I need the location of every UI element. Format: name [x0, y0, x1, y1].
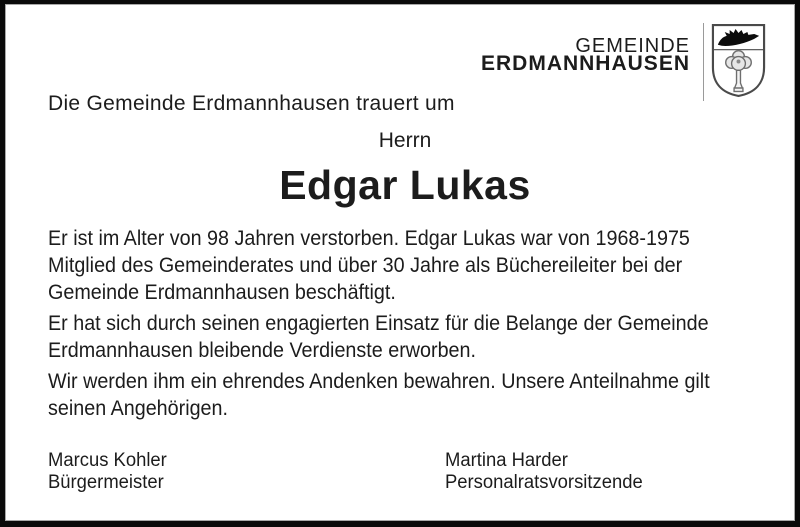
municipality-name-line1: GEMEINDE — [575, 35, 690, 57]
signature-staff-council-chair — [445, 450, 643, 494]
coat-of-arms-icon — [709, 22, 768, 99]
intro-line: Die Gemeinde Erdmannhausen trauert um — [48, 92, 455, 115]
paragraph-line: Er ist im Alter von 98 Jahren verstorben. Edgar Lukas war von 1968-1975 — [48, 227, 690, 250]
header-divider — [703, 23, 704, 101]
paragraph-life-summary — [48, 225, 690, 306]
municipality-name-line2: ERDMANNHAUSEN — [480, 52, 690, 75]
signature-mayor — [48, 450, 167, 494]
signature-name: Martina Harder — [445, 450, 568, 471]
paragraph-line: Gemeinde Erdmannhausen beschäftigt. — [48, 281, 396, 304]
signature-name: Marcus Kohler — [48, 450, 167, 471]
signature-role: Bürgermeister — [48, 472, 164, 493]
paragraph-line: seinen Angehörigen. — [48, 397, 229, 420]
deceased-name: Edgar Lukas — [279, 162, 531, 208]
paragraph-line: Mitglied des Gemeinderates und über 30 Jahre als Büchereileiter bei der — [48, 254, 683, 277]
paragraph-line: Er hat sich durch seinen engagierten Einsatz für die Belange der Gemeinde — [48, 312, 709, 335]
signature-role: Personalratsvorsitzende — [445, 472, 643, 493]
paragraph-merits — [48, 310, 709, 364]
paragraph-line: Erdmannhausen bleibende Verdienste erworben. — [48, 339, 477, 362]
paragraph-line: Wir werden ihm ein ehrendes Andenken bewahren. Unsere Anteilnahme gilt — [48, 370, 710, 393]
municipality-name — [481, 37, 690, 73]
salutation: Herrn — [378, 129, 432, 152]
paragraph-condolence — [48, 368, 710, 422]
